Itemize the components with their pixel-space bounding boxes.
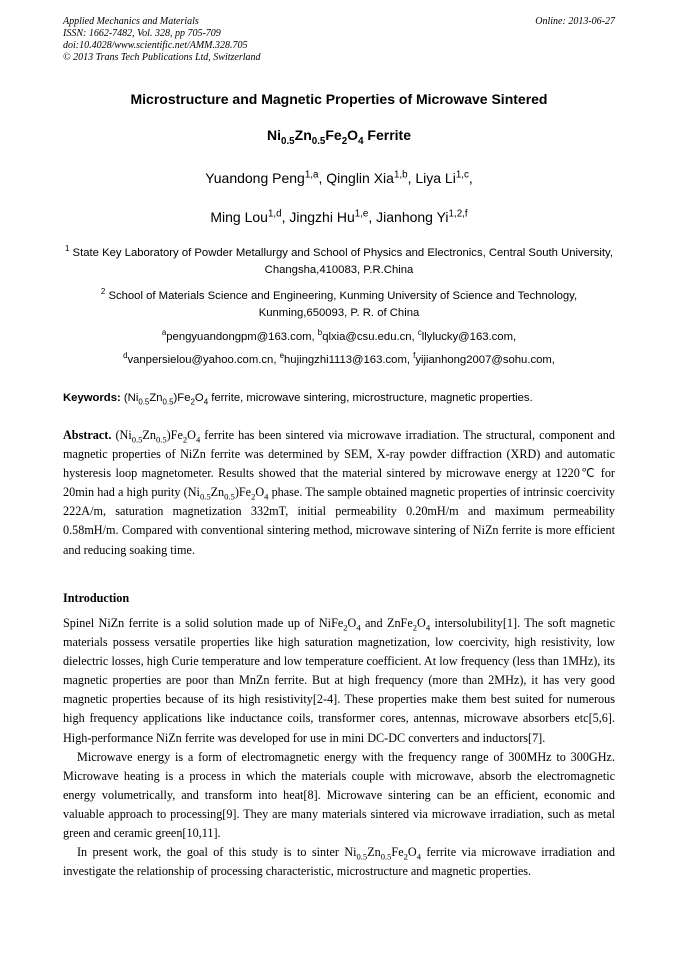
keywords-label: Keywords: [63,392,121,404]
emails-line1: $^a$pengyuandongpm@163.com, $^b$qlxia@csu.edu.cn, $^c$llylucky@163.com, [161,328,517,343]
author-name: Jingzhi Hu [289,209,355,225]
author-name: Yuandong Peng [205,170,305,186]
author-name: Jianhong Yi [376,209,449,225]
abstract: Abstract. $(Ni_{0.5}Zn_{0.5})Fe_2O_4$ ferrite has been sintered via microwave irradiation. The structural, component and magnetic properties of NiZn ferrite was determined by SEM, X-ray powder diffraction (XRD) and automatic hysteresis loop magnetometer. Results showed that the material sintered by microwave energy at 1220℃ for 20min had a high purity $(Ni_{0.5}Zn_{0.5})Fe_2O_4$ phase. The sample obtained magnetic properties of intrinsic coercivity 222A/m, saturation magnetization 332mT, initial permeability 0.20mH/m and maximum permeability 0.58mH/m. Compared with conventional sintering method, microwave sintering of NiZn ferrite is more efficient and reducing soaking time. [63,428,615,557]
affiliation-1: $^1$ State Key Laboratory of Powder Metallurgy and School of Physics and Electronics, Central South University, Changsha,410083, P.R.China [65,244,613,276]
emails-line2: $^d$vanpersielou@yahoo.com.cn, $^e$hujingzhi1113@163.com, $^f$yijianhong2007@sohu.com, [123,351,555,366]
intro-paragraph-3: In present work, the goal of this study is to sinter $Ni_{0.5}Zn_{0.5}Fe_2O_4$ ferrite via microwave irradiation and investigate the relationship of processing characteristic, microstructure and magnetic properties. [63,845,616,879]
journal-copyright: © 2013 Trans Tech Publications Ltd, Switzerland [63,52,261,63]
authors-line2: Ming Lou$^{1,d}$, Jingzhi Hu$^{1,e}$, Jianhong Yi$^{1,2,f}$ [210,208,468,225]
journal-header [63,16,615,64]
journal-issn: ISSN: 1662-7482, Vol. 328, pp 705-709 [63,28,221,39]
author-name: Qinglin Xia [326,170,394,186]
authors-line1: Yuandong Peng$^{1,a}$, Qinglin Xia$^{1,b}$, Liya Li$^{1,c}$, [205,169,473,186]
paper-title-line1: Microstructure and Magnetic Properties of Microwave Sintered [130,91,548,107]
journal-doi: doi:10.4028/www.scientific.net/AMM.328.705 [63,40,248,51]
section-heading-introduction: Introduction [63,591,130,605]
intro-paragraph-2: Microwave energy is a form of electromagnetic energy with the frequency range of 300MHz to 300GHz. Microwave heating is a process in which the materials couple with microwave, absorb the electromagnetic energy volumetrically, and transform into heat[8]. Microwave sintering can be an efficient, economic and valuable approach to processing[9]. They are many materials sintered via microwave irradiation, such as metal green and ceramic green[10,11]. [63,749,615,841]
paper-title-line2: $Ni_{0.5}Zn_{0.5}Fe_2O_4$ Ferrite [267,127,411,147]
author-name: Liya Li [415,170,456,186]
introduction-body [63,614,615,881]
abstract-label: Abstract. [63,428,112,442]
intro-paragraph-1: Spinel NiZn ferrite is a solid solution made up of $NiFe_2O_4$ and $ZnFe_2O_4$ intersolubility[1]. The soft magnetic materials possess versatile properties like high saturation magnetization, low coercivity, high resistivity, low dielectric losses, high Curie temperature and low temperature coefficient. At low frequency (less than 1MHz), its magnetic properties are poor than MnZn ferrite. But at high frequency (more than 2MHz), it has very good magnetic properties because of its high resistivity[2-4]. These properties make them best suited for numerous high frequency applications like inductance coils, transformer cores, antennas, microwave absorbers etc[5,6]. High-performance NiZn ferrite was developed for use in mini DC-DC converters and inductors[7]. [63,616,615,745]
author-name: Ming Lou [210,209,268,225]
journal-name: Applied Mechanics and Materials [63,16,199,27]
keywords: Keywords: $(Ni_{0.5}Zn_{0.5})Fe_2O_4$ ferrite, microwave sintering, microstructure, magnetic properties. [63,392,533,407]
online-date: Online: 2013-06-27 [535,16,615,27]
affiliation-2: $^2$ School of Materials Science and Engineering, Kunming University of Science and Technology, Kunming,650093, P. R. of China [100,287,578,319]
